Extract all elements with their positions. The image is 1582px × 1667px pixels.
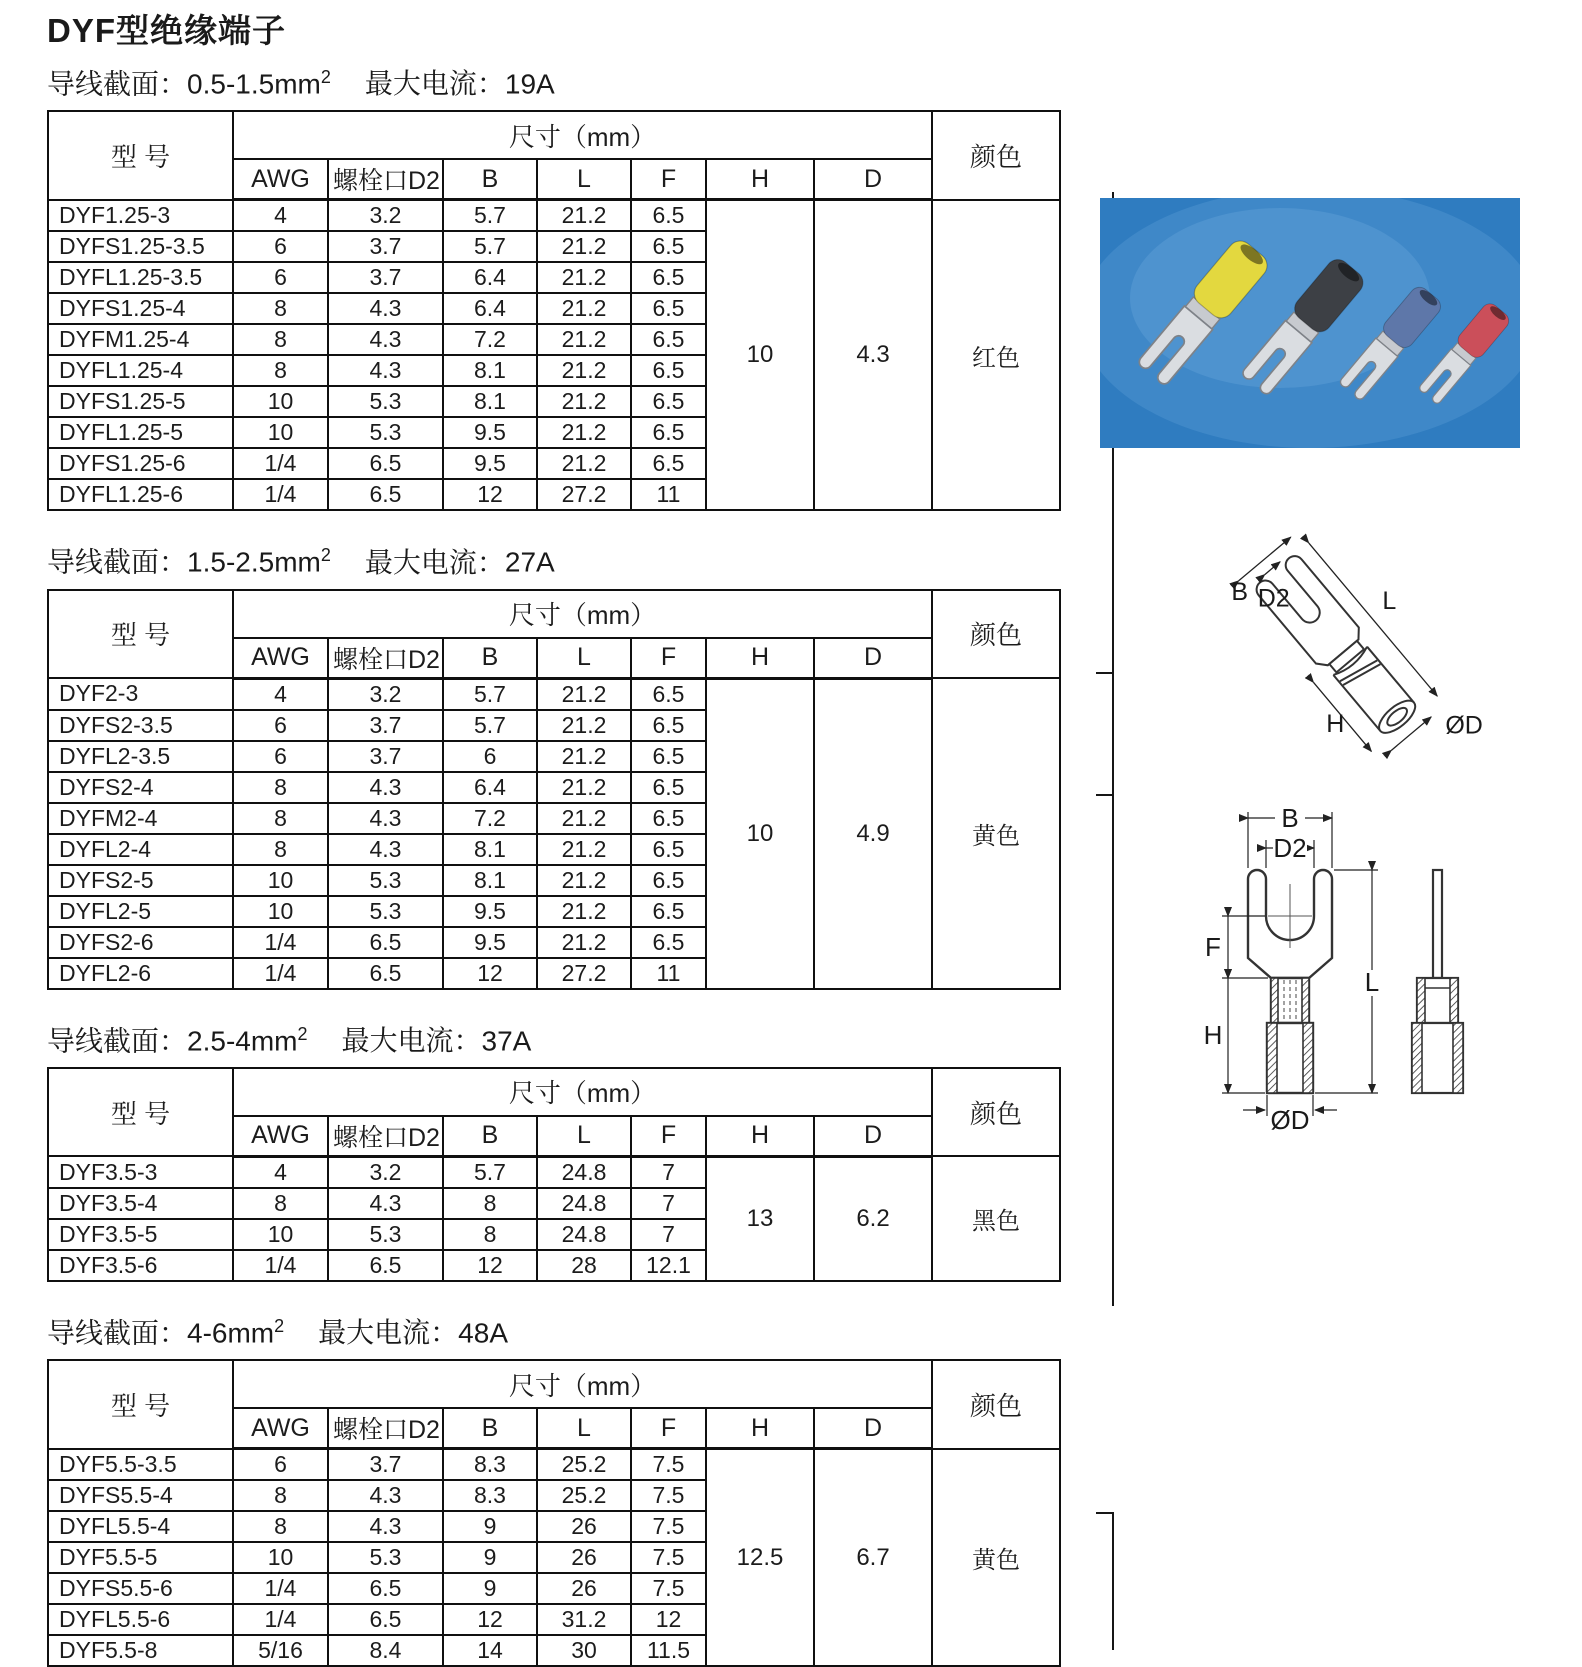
col-header-model: 型 号	[48, 1360, 233, 1449]
value-cell: 6.5	[631, 386, 706, 417]
value-cell: 5.3	[328, 386, 443, 417]
section-subtitle	[47, 60, 1062, 101]
value-cell: 8.1	[443, 386, 537, 417]
value-cell: 12.1	[631, 1250, 706, 1281]
model-cell: DYFL2-3.5	[48, 741, 233, 772]
value-cell: 10	[233, 896, 328, 927]
value-cell: 4	[233, 1156, 328, 1188]
table-row	[48, 1156, 1060, 1188]
value-cell: 8	[233, 1480, 328, 1511]
value-cell: 5.3	[328, 896, 443, 927]
value-cell: 6.5	[631, 293, 706, 324]
value-cell: 4	[233, 678, 328, 710]
value-cell: 6.5	[631, 448, 706, 479]
dim-label-b: B	[1281, 803, 1299, 833]
value-cell: 8	[233, 803, 328, 834]
value-cell: 5.7	[443, 678, 537, 710]
model-cell: DYFS2-6	[48, 927, 233, 958]
table-row	[48, 1449, 1060, 1481]
value-cell: 24.8	[537, 1219, 631, 1250]
col-header-l: L	[537, 638, 631, 679]
model-cell: DYFL5.5-6	[48, 1604, 233, 1635]
value-cell: 11.5	[631, 1635, 706, 1666]
col-header-b: B	[443, 1116, 537, 1157]
value-cell: 8.3	[443, 1480, 537, 1511]
value-cell: 6	[233, 1449, 328, 1481]
col-header-d2: 螺栓口D2	[328, 638, 443, 679]
model-cell: DYFL1.25-3.5	[48, 262, 233, 293]
col-header-dimensions: 尺寸（mm）	[233, 1068, 932, 1116]
max-current-value: 48A	[458, 1317, 508, 1349]
max-current-label: 最大电流：	[341, 1024, 482, 1056]
dim-label-d2: D2	[1273, 833, 1307, 863]
value-cell: 9	[443, 1511, 537, 1542]
cross-section-label: 导线截面：	[47, 1024, 188, 1056]
col-header-dimensions: 尺寸（mm）	[233, 111, 932, 159]
value-cell: 6	[233, 231, 328, 262]
value-cell: 7.5	[631, 1511, 706, 1542]
dim-label-d2: D2	[1257, 584, 1290, 613]
col-header-awg: AWG	[233, 1408, 328, 1449]
col-header-dimensions: 尺寸（mm）	[233, 1360, 932, 1408]
value-cell: 6.5	[631, 231, 706, 262]
cross-section-value: 1.5-2.5mm	[187, 546, 321, 578]
value-cell: 12	[443, 958, 537, 989]
product-photo	[1100, 198, 1520, 448]
model-cell: DYF5.5-3.5	[48, 1449, 233, 1481]
value-cell: 21.2	[537, 200, 631, 232]
col-header-model: 型 号	[48, 590, 233, 679]
value-cell: 21.2	[537, 834, 631, 865]
value-cell: 12	[631, 1604, 706, 1635]
value-cell: 1/4	[233, 479, 328, 510]
col-header-h: H	[706, 1408, 814, 1449]
value-cell: 6.5	[631, 772, 706, 803]
value-cell: 28	[537, 1250, 631, 1281]
value-cell: 8.1	[443, 834, 537, 865]
model-cell: DYFS5.5-4	[48, 1480, 233, 1511]
value-cell: 11	[631, 958, 706, 989]
value-cell: 8.3	[443, 1449, 537, 1481]
dim-label-l: L	[1382, 586, 1397, 615]
value-cell: 27.2	[537, 958, 631, 989]
value-cell: 4.3	[328, 1511, 443, 1542]
dim-label-l: L	[1364, 967, 1380, 997]
spec-table	[47, 1067, 1061, 1282]
value-cell: 8	[233, 355, 328, 386]
superscript: 2	[320, 545, 331, 566]
model-cell: DYFS5.5-6	[48, 1573, 233, 1604]
datasheet-content	[47, 10, 1062, 1667]
value-cell: 6.4	[443, 772, 537, 803]
value-cell: 7	[631, 1219, 706, 1250]
value-cell: 4.3	[328, 355, 443, 386]
model-cell: DYFL1.25-6	[48, 479, 233, 510]
value-cell: 6.4	[443, 293, 537, 324]
value-cell: 6	[233, 741, 328, 772]
orthographic-drawing	[1125, 788, 1495, 1133]
value-cell: 6	[233, 710, 328, 741]
value-cell: 3.7	[328, 262, 443, 293]
value-cell: 7.5	[631, 1542, 706, 1573]
value-cell: 5.3	[328, 1542, 443, 1573]
model-cell: DYFL2-5	[48, 896, 233, 927]
model-cell: DYF1.25-3	[48, 200, 233, 232]
value-cell: 6.5	[631, 417, 706, 448]
value-cell: 7.2	[443, 324, 537, 355]
model-cell: DYFM2-4	[48, 803, 233, 834]
value-cell: 8	[233, 1511, 328, 1542]
value-cell: 21.2	[537, 262, 631, 293]
col-header-awg: AWG	[233, 638, 328, 679]
value-cell: 9.5	[443, 417, 537, 448]
value-cell: 21.2	[537, 741, 631, 772]
h-value-cell: 13	[706, 1156, 814, 1281]
col-header-h: H	[706, 159, 814, 200]
value-cell: 21.2	[537, 386, 631, 417]
superscript: 2	[274, 1315, 285, 1336]
value-cell: 6.5	[328, 1604, 443, 1635]
col-header-model: 型 号	[48, 1068, 233, 1157]
col-header-b: B	[443, 1408, 537, 1449]
col-header-d: D	[814, 1408, 932, 1449]
value-cell: 9	[443, 1573, 537, 1604]
col-header-d: D	[814, 638, 932, 679]
value-cell: 5.7	[443, 200, 537, 232]
superscript: 2	[297, 1023, 308, 1044]
model-cell: DYFS1.25-4	[48, 293, 233, 324]
col-header-model: 型 号	[48, 111, 233, 200]
value-cell: 27.2	[537, 479, 631, 510]
model-cell: DYF5.5-5	[48, 1542, 233, 1573]
color-cell: 黄色	[932, 1449, 1060, 1667]
dim-label-h: H	[1326, 709, 1345, 738]
value-cell: 21.2	[537, 324, 631, 355]
section-subtitle	[47, 1017, 1062, 1058]
col-header-d: D	[814, 1116, 932, 1157]
value-cell: 4.3	[328, 1480, 443, 1511]
value-cell: 5.3	[328, 865, 443, 896]
value-cell: 5/16	[233, 1635, 328, 1666]
col-header-h: H	[706, 1116, 814, 1157]
value-cell: 4	[233, 200, 328, 232]
value-cell: 3.2	[328, 1156, 443, 1188]
value-cell: 4.3	[328, 324, 443, 355]
value-cell: 21.2	[537, 865, 631, 896]
model-cell: DYFS2-5	[48, 865, 233, 896]
value-cell: 6.5	[631, 741, 706, 772]
value-cell: 7.5	[631, 1480, 706, 1511]
section-subtitle	[47, 538, 1062, 579]
col-header-b: B	[443, 159, 537, 200]
value-cell: 6.5	[631, 834, 706, 865]
value-cell: 6	[233, 262, 328, 293]
col-header-color: 颜色	[932, 1068, 1060, 1157]
max-current-label: 最大电流：	[364, 68, 505, 100]
model-cell: DYF3.5-3	[48, 1156, 233, 1188]
value-cell: 8	[443, 1219, 537, 1250]
value-cell: 5.3	[328, 1219, 443, 1250]
value-cell: 21.2	[537, 927, 631, 958]
value-cell: 10	[233, 865, 328, 896]
color-cell: 黑色	[932, 1156, 1060, 1281]
model-cell: DYF3.5-5	[48, 1219, 233, 1250]
value-cell: 12	[443, 1604, 537, 1635]
value-cell: 3.7	[328, 231, 443, 262]
table-row	[48, 200, 1060, 232]
model-cell: DYFS2-3.5	[48, 710, 233, 741]
h-value-cell: 12.5	[706, 1449, 814, 1667]
dim-label-od: ØD	[1445, 711, 1483, 740]
value-cell: 5.3	[328, 417, 443, 448]
value-cell: 21.2	[537, 231, 631, 262]
col-header-awg: AWG	[233, 1116, 328, 1157]
value-cell: 24.8	[537, 1188, 631, 1219]
value-cell: 6.5	[631, 927, 706, 958]
value-cell: 8	[443, 1188, 537, 1219]
max-current-value: 27A	[504, 546, 555, 578]
value-cell: 8	[233, 834, 328, 865]
dim-label-h: H	[1203, 1020, 1223, 1050]
value-cell: 12	[443, 479, 537, 510]
value-cell: 6.5	[631, 803, 706, 834]
max-current-value: 37A	[481, 1024, 532, 1056]
model-cell: DYFM1.25-4	[48, 324, 233, 355]
value-cell: 8.1	[443, 865, 537, 896]
value-cell: 5.7	[443, 710, 537, 741]
value-cell: 10	[233, 417, 328, 448]
col-header-color: 颜色	[932, 590, 1060, 679]
value-cell: 14	[443, 1635, 537, 1666]
value-cell: 7	[631, 1188, 706, 1219]
col-header-d2: 螺栓口D2	[328, 1116, 443, 1157]
model-cell: DYFL1.25-5	[48, 417, 233, 448]
value-cell: 21.2	[537, 896, 631, 927]
section-subtitle	[47, 1309, 1062, 1350]
value-cell: 24.8	[537, 1156, 631, 1188]
value-cell: 6.5	[631, 200, 706, 232]
value-cell: 6.5	[328, 1250, 443, 1281]
spec-table	[47, 110, 1061, 511]
model-cell: DYF3.5-6	[48, 1250, 233, 1281]
value-cell: 6	[443, 741, 537, 772]
value-cell: 21.2	[537, 710, 631, 741]
h-value-cell: 10	[706, 200, 814, 511]
value-cell: 1/4	[233, 1250, 328, 1281]
value-cell: 6.5	[328, 927, 443, 958]
value-cell: 4.3	[328, 293, 443, 324]
value-cell: 4.3	[328, 834, 443, 865]
value-cell: 3.2	[328, 200, 443, 232]
col-header-f: F	[631, 1116, 706, 1157]
cross-section-value: 0.5-1.5mm	[187, 68, 321, 100]
value-cell: 9.5	[443, 448, 537, 479]
value-cell: 8	[233, 1188, 328, 1219]
page-title: DYF型绝缘端子	[47, 12, 286, 49]
value-cell: 6.5	[328, 958, 443, 989]
value-cell: 3.7	[328, 741, 443, 772]
col-header-f: F	[631, 1408, 706, 1449]
d-value-cell: 4.9	[814, 678, 932, 989]
col-header-dimensions: 尺寸（mm）	[233, 590, 932, 638]
value-cell: 25.2	[537, 1449, 631, 1481]
value-cell: 9.5	[443, 927, 537, 958]
cross-section-label: 导线截面：	[47, 68, 188, 100]
spec-table	[47, 589, 1061, 990]
value-cell: 7.2	[443, 803, 537, 834]
value-cell: 6.5	[328, 1573, 443, 1604]
max-current-label: 最大电流：	[364, 546, 505, 578]
col-header-f: F	[631, 638, 706, 679]
color-cell: 黄色	[932, 678, 1060, 989]
dim-label-b: B	[1231, 578, 1249, 607]
col-header-d: D	[814, 159, 932, 200]
cross-section-label: 导线截面：	[47, 1317, 188, 1349]
value-cell: 21.2	[537, 678, 631, 710]
max-current-label: 最大电流：	[318, 1317, 459, 1349]
value-cell: 1/4	[233, 1573, 328, 1604]
superscript: 2	[320, 67, 331, 87]
value-cell: 8	[233, 293, 328, 324]
value-cell: 6.5	[328, 479, 443, 510]
value-cell: 30	[537, 1635, 631, 1666]
cross-section-value: 4-6mm	[187, 1317, 275, 1349]
value-cell: 11	[631, 479, 706, 510]
dim-label-od: ØD	[1270, 1105, 1310, 1133]
cross-section-value: 2.5-4mm	[187, 1024, 298, 1056]
value-cell: 4.3	[328, 803, 443, 834]
value-cell: 26	[537, 1511, 631, 1542]
value-cell: 21.2	[537, 448, 631, 479]
col-header-color: 颜色	[932, 1360, 1060, 1449]
value-cell: 6.5	[631, 355, 706, 386]
value-cell: 6.5	[328, 448, 443, 479]
color-cell: 红色	[932, 200, 1060, 511]
value-cell: 7	[631, 1156, 706, 1188]
value-cell: 21.2	[537, 772, 631, 803]
divider	[1112, 1512, 1114, 1650]
value-cell: 25.2	[537, 1480, 631, 1511]
value-cell: 3.7	[328, 710, 443, 741]
value-cell: 5.7	[443, 231, 537, 262]
value-cell: 4.3	[328, 772, 443, 803]
model-cell: DYFL2-6	[48, 958, 233, 989]
value-cell: 9.5	[443, 896, 537, 927]
cross-section-label: 导线截面：	[47, 546, 188, 578]
value-cell: 26	[537, 1542, 631, 1573]
col-header-awg: AWG	[233, 159, 328, 200]
model-cell: DYFL2-4	[48, 834, 233, 865]
model-cell: DYF5.5-8	[48, 1635, 233, 1666]
value-cell: 12	[443, 1250, 537, 1281]
h-value-cell: 10	[706, 678, 814, 989]
col-header-l: L	[537, 159, 631, 200]
col-header-f: F	[631, 159, 706, 200]
value-cell: 1/4	[233, 1604, 328, 1635]
value-cell: 21.2	[537, 293, 631, 324]
value-cell: 1/4	[233, 448, 328, 479]
value-cell: 3.2	[328, 678, 443, 710]
value-cell: 6.4	[443, 262, 537, 293]
d-value-cell: 6.7	[814, 1449, 932, 1667]
value-cell: 6.5	[631, 262, 706, 293]
col-header-d2: 螺栓口D2	[328, 1408, 443, 1449]
value-cell: 4.3	[328, 1188, 443, 1219]
value-cell: 21.2	[537, 803, 631, 834]
value-cell: 10	[233, 386, 328, 417]
model-cell: DYF3.5-4	[48, 1188, 233, 1219]
value-cell: 7.5	[631, 1573, 706, 1604]
value-cell: 31.2	[537, 1604, 631, 1635]
value-cell: 5.7	[443, 1156, 537, 1188]
value-cell: 8	[233, 772, 328, 803]
value-cell: 6.5	[631, 710, 706, 741]
value-cell: 8.4	[328, 1635, 443, 1666]
value-cell: 3.7	[328, 1449, 443, 1481]
value-cell: 26	[537, 1573, 631, 1604]
value-cell: 8.1	[443, 355, 537, 386]
d-value-cell: 4.3	[814, 200, 932, 511]
divider	[1096, 1512, 1114, 1514]
model-cell: DYFS1.25-5	[48, 386, 233, 417]
table-row	[48, 678, 1060, 710]
value-cell: 10	[233, 1219, 328, 1250]
value-cell: 9	[443, 1542, 537, 1573]
max-current-value: 19A	[504, 68, 555, 100]
value-cell: 21.2	[537, 417, 631, 448]
d-value-cell: 6.2	[814, 1156, 932, 1281]
value-cell: 1/4	[233, 927, 328, 958]
col-header-d2: 螺栓口D2	[328, 159, 443, 200]
iso-drawing	[1095, 515, 1525, 800]
col-header-l: L	[537, 1408, 631, 1449]
model-cell: DYFS1.25-3.5	[48, 231, 233, 262]
model-cell: DYFL5.5-4	[48, 1511, 233, 1542]
col-header-color: 颜色	[932, 111, 1060, 200]
value-cell: 21.2	[537, 355, 631, 386]
col-header-b: B	[443, 638, 537, 679]
value-cell: 6.5	[631, 865, 706, 896]
spec-table	[47, 1359, 1061, 1667]
value-cell: 7.5	[631, 1449, 706, 1481]
value-cell: 1/4	[233, 958, 328, 989]
value-cell: 8	[233, 324, 328, 355]
value-cell: 6.5	[631, 896, 706, 927]
col-header-h: H	[706, 638, 814, 679]
value-cell: 10	[233, 1542, 328, 1573]
model-cell: DYFS2-4	[48, 772, 233, 803]
model-cell: DYF2-3	[48, 678, 233, 710]
dim-label-f: F	[1205, 932, 1221, 962]
model-cell: DYFL1.25-4	[48, 355, 233, 386]
value-cell: 6.5	[631, 678, 706, 710]
value-cell: 6.5	[631, 324, 706, 355]
col-header-l: L	[537, 1116, 631, 1157]
model-cell: DYFS1.25-6	[48, 448, 233, 479]
